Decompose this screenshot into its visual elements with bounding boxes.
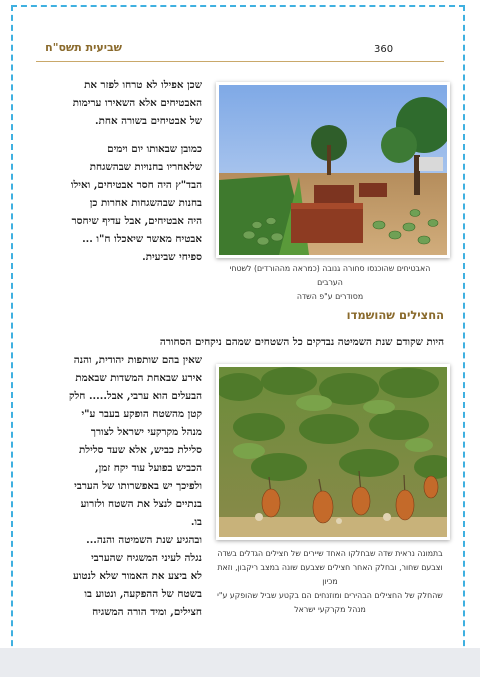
watermelon-photo (216, 82, 450, 258)
text-line: בחנות שבהשגחות אחרות כן (89, 197, 202, 209)
paragraph-3 (34, 351, 202, 531)
running-title: שביעית תשס"ח (45, 41, 122, 54)
text-line: ספיחי שביעית. (142, 251, 202, 263)
text-line: של אבטיחים בשורה אחת. (94, 115, 202, 127)
text-line: מנהל מקרקעי ישראל לצורך (90, 426, 202, 438)
page-number: 360 (374, 44, 394, 55)
caption-line: האבטיחים שהוכנסו סחורה גנובה (כמראה מההורדים) לשטחי הערבים (229, 264, 431, 287)
caption-line: בתמונה נראית שדה שבחלקו האחד שיירים של חצילים הגדלים בשדה (217, 549, 443, 558)
caption-line: מסודרים ע"פ השדה (296, 292, 364, 301)
text-line: הבד"ץ היה חסר אבטיחים, ואילו (70, 179, 202, 191)
text-line: היה אבטיחים, אבל עדיף שיחסר (71, 215, 202, 227)
text-line: חצילים, ומיד הורה המשגיח (92, 606, 202, 618)
watermelon-photo-caption (216, 262, 444, 304)
text-line: אירע שבאחת המשדות שבאמת (75, 372, 202, 384)
section-intro-line (34, 333, 444, 351)
section-heading: החצילים שהושמדו (346, 308, 444, 322)
text-line: שאין בהם שותפות יהודית, והנה (73, 354, 202, 366)
text-line: סלילת כביש, אלא שעד סלילת (79, 444, 202, 456)
paragraph-4 (34, 531, 202, 621)
text-line: הכביש בפועל עוד יקח זמן, (95, 462, 202, 474)
caption-line: שהחלק של החצילים הבהירים ומוזנחים הם בקטע שביל שהופקע ע"י (217, 591, 443, 600)
eggplant-photo (216, 364, 450, 540)
caption-line: מנהל מקרקעי ישראל (294, 605, 366, 614)
text-line: בשטח של ההפקעה, ונטוע בו (84, 588, 202, 600)
eggplant-photo-image (219, 367, 447, 537)
paragraph-2 (34, 140, 202, 266)
text-line: שלאחריו בחנויות שבהשגחת (89, 161, 202, 173)
paragraph-1 (34, 76, 202, 130)
text-line: נגלה לעיני המשגיח שהערבי (91, 552, 202, 564)
text-line: ולפיכך יש באפשרותו של הערבי (74, 480, 202, 492)
text-line: לא ביצע את האמור שלא לנטוע (72, 570, 202, 582)
header-rule (36, 61, 444, 62)
text-line: אבטיח מאשר שיאכלו ח"ו ... (82, 233, 202, 245)
caption-line: וצבעם שחור, ובחלק האחר חצילים שצבעם שונה במצב ריקבון, וזאת מכיון (217, 563, 443, 586)
eggplant-photo-caption (216, 547, 444, 617)
text-line: בו. (190, 516, 202, 528)
text-line: האבטיחים אלא השאירו ערימות (72, 97, 202, 109)
text-line: שכן אפילו לא טרחו לפזר את (84, 79, 202, 91)
text-line: ובהגיע שנת השמיטה והנה... (86, 534, 202, 546)
text-line: בנתיים לנצל את השטח ולזרוע (80, 498, 202, 510)
watermelon-photo-image (219, 85, 447, 255)
text-line: הבעלים הוא ערבי, אבל..... חלק (68, 390, 202, 402)
text-line: כמובן שבאותו יום וימים (107, 143, 202, 155)
text-line: היות שקודם שנת השמיטה נבדקים כל השטחים שמהם ניקחים הסחורה (159, 336, 444, 348)
text-line: קטן מהשטח הופקע בעבר ע"י (81, 408, 202, 420)
